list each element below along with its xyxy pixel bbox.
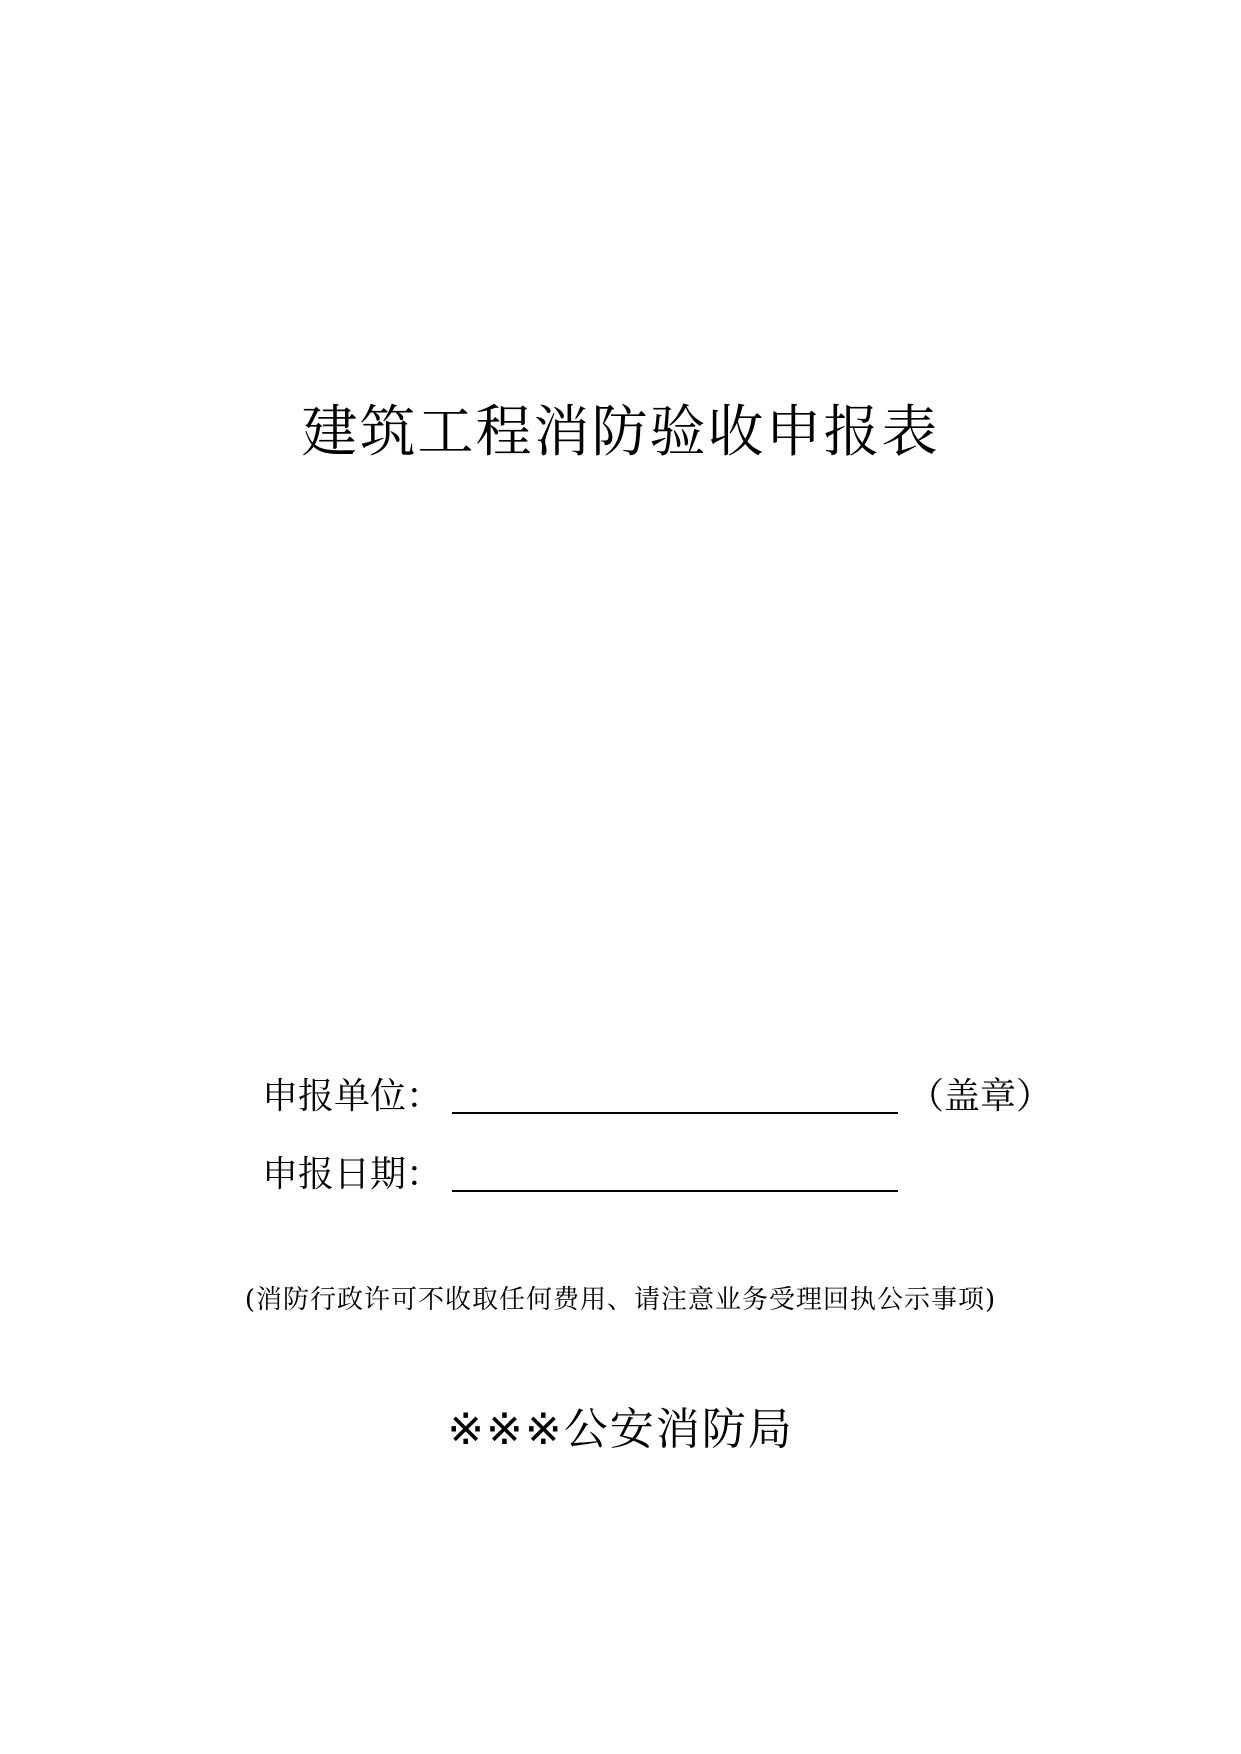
application-date-label: 申报日期： — [262, 1154, 443, 1195]
issuing-agency: ※※※公安消防局 — [447, 1404, 794, 1455]
fee-notice: (消防行政许可不收取任何费用、请注意业务受理回执公示事项) — [244, 1285, 997, 1315]
application-date-row — [262, 1150, 898, 1200]
applicant-unit-blank-line[interactable] — [452, 1072, 898, 1114]
application-date-blank-line[interactable] — [452, 1150, 898, 1192]
seal-note: （盖章） — [908, 1076, 1053, 1117]
document-title: 建筑工程消防验收申报表 — [301, 399, 940, 465]
applicant-unit-label: 申报单位： — [262, 1076, 443, 1117]
applicant-unit-row — [262, 1072, 1052, 1122]
